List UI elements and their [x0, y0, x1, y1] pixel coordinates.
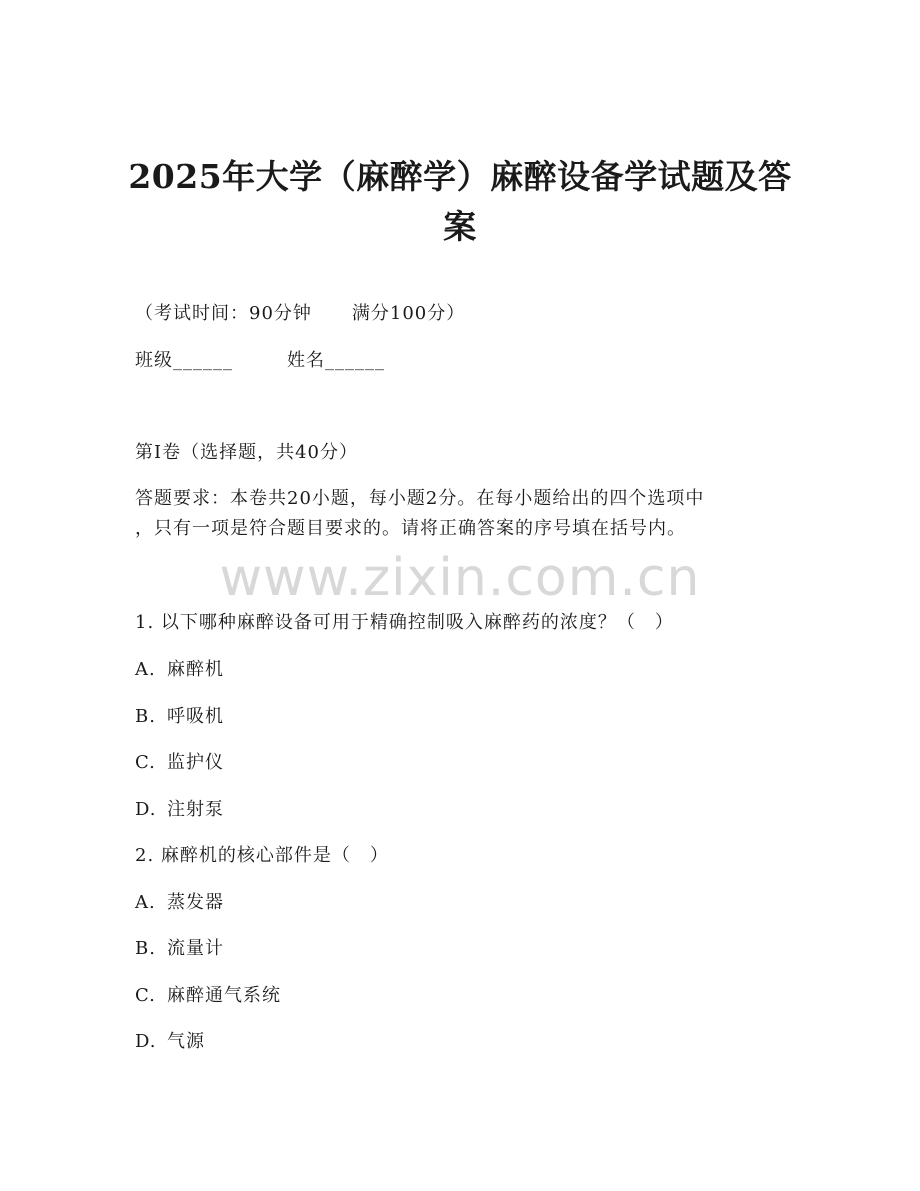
watermark: www.zixin.com.cn	[219, 548, 701, 608]
option-item	[135, 1029, 205, 1055]
option-letter: D.	[135, 799, 157, 820]
option-letter: B.	[135, 938, 156, 959]
option-item	[135, 936, 224, 962]
student-info	[135, 348, 385, 374]
section-title: 第I卷（选择题，共40分）	[135, 442, 359, 463]
option-item	[135, 750, 224, 776]
option-item	[135, 657, 224, 683]
class-field: 班级______	[135, 350, 233, 371]
title-line-1: 2025年大学（麻醉学）麻醉设备学试题及答	[128, 157, 792, 196]
option-text: 气源	[167, 1031, 205, 1052]
document-title	[110, 152, 810, 252]
option-item	[135, 890, 224, 916]
exam-info	[135, 301, 465, 327]
question-stem: 1. 以下哪种麻醉设备可用于精确控制吸入麻醉药的浓度？（ ）	[135, 612, 674, 633]
option-letter: B.	[135, 706, 156, 727]
option-item	[135, 704, 224, 730]
option-text: 麻醉机	[167, 659, 224, 680]
option-text: 呼吸机	[167, 706, 224, 727]
title-line-2: 案	[443, 207, 477, 246]
option-text: 麻醉通气系统	[167, 985, 281, 1006]
name-field: 姓名______	[287, 350, 385, 371]
option-text: 监护仪	[167, 752, 224, 773]
instructions-line-2: ，只有一项是符合题目要求的。请将正确答案的序号填在括号内。	[135, 518, 686, 539]
option-letter: A.	[135, 892, 156, 913]
option-text: 流量计	[167, 938, 224, 959]
full-score: 满分100分）	[351, 303, 466, 324]
option-letter: A.	[135, 659, 156, 680]
option-item	[135, 983, 281, 1009]
option-text: 注射泵	[167, 799, 224, 820]
option-letter: C.	[135, 985, 156, 1006]
question-stem: 2. 麻醉机的核心部件是（ ）	[135, 845, 389, 866]
instructions-line-1: 答题要求：本卷共20小题，每小题2分。在每小题给出的四个选项中	[135, 488, 705, 509]
exam-time: （考试时间：90分钟	[135, 303, 312, 324]
option-letter: D.	[135, 1031, 157, 1052]
option-letter: C.	[135, 752, 156, 773]
option-item	[135, 797, 224, 823]
option-text: 蒸发器	[167, 892, 224, 913]
